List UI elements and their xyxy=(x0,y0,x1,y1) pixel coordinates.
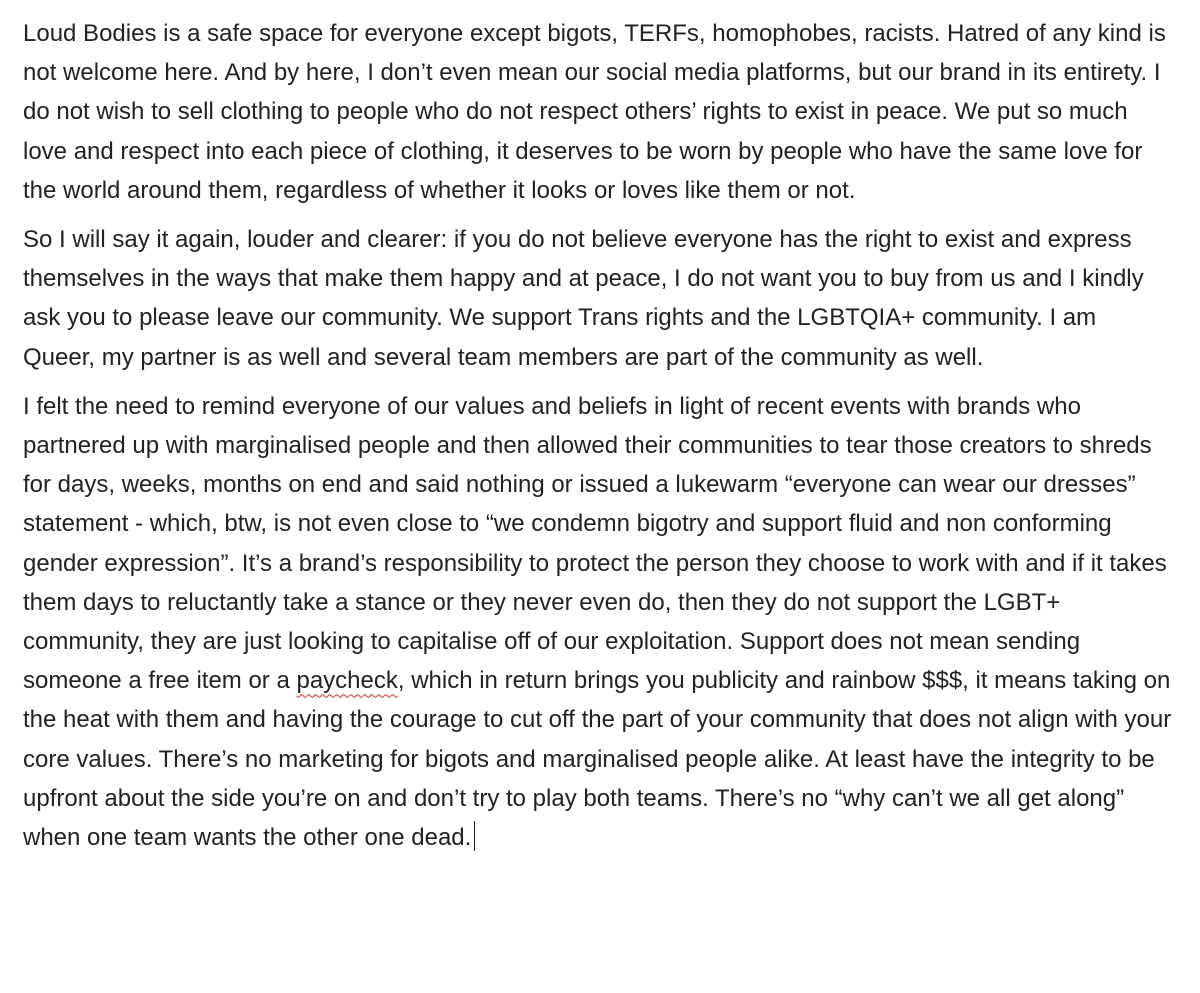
paragraph-1: Loud Bodies is a safe space for everyone except bigots, TERFs, homophobes, racists. Hatred of any kind is not welcome here. And by here, I don’t even mean our social media platforms, but our brand in its entirety. I do not wish to sell clothing to people who do not respect others’ rights to exist in peace. We put so much love and respect into each piece of clothing, it deserves to be worn by people who have the same love for the world around them, regardless of whether it looks or loves like them or not. xyxy=(23,20,1166,204)
misspelled-word[interactable]: paycheck xyxy=(296,667,398,695)
paragraph-3 xyxy=(23,387,1173,857)
paragraph-3-text-end: , which in return brings you publicity and rainbow $$$, it means taking on the heat with them and having the courage to cut off the part of your community that does not align with your core values. There’s no marketing for bigots and marginalised people alike. At least have the integrity to be upfront about the side you’re on and don’t try to play both teams. There’s no “why can’t we all get along” when one team wants the other one dead. xyxy=(23,667,1172,852)
text-cursor xyxy=(474,821,475,851)
paragraph-3-text-start: I felt the need to remind everyone of our values and beliefs in light of recent events with brands who partnered up with marginalised people and then allowed their communities to tear those creators to shreds for days, weeks, months on end and said nothing or issued a lukewarm “everyone can wear our dresses” statement - which, btw, is not even close to “we condemn bigotry and support fluid and non conforming gender expression”. It’s a brand’s responsibility to protect the person they choose to work with and if it takes them days to reluctantly take a stance or they never even do, then they do not support the LGBT+ community, they are just looking to capitalise off of our exploitation. Support does not mean sending someone a free item or a xyxy=(23,392,1167,695)
text-editor[interactable] xyxy=(23,14,1173,857)
paragraph-2: So I will say it again, louder and clearer: if you do not believe everyone has the right to exist and express themselves in the ways that make them happy and at peace, I do not want you to buy from us and I kindly ask you to please leave our community. We support Trans rights and the LGBTQIA+ community. I am Queer, my partner is as well and several team members are part of the community as well. xyxy=(23,226,1144,371)
